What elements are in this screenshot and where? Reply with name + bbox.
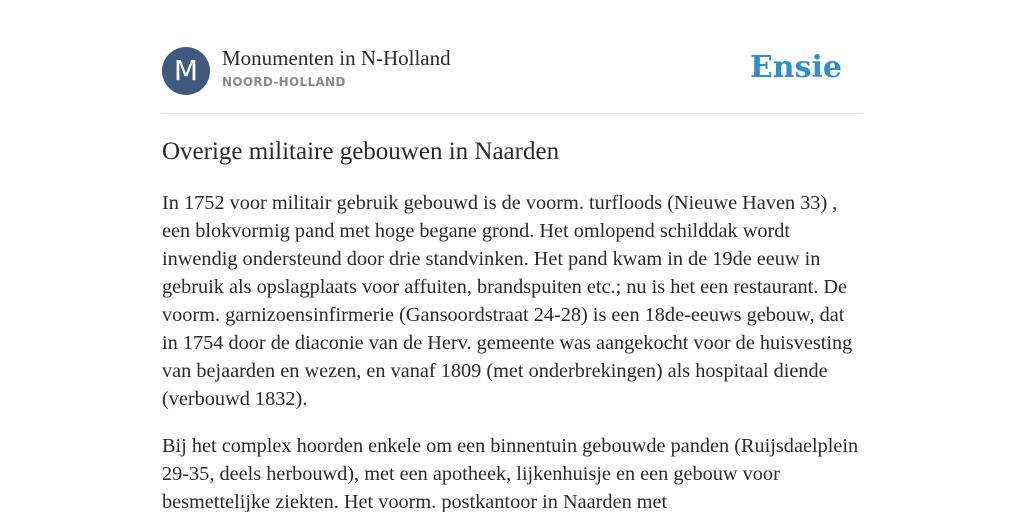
source-region-label: NOORD-HOLLAND bbox=[222, 75, 346, 89]
source-name-link[interactable]: Monumenten in N-Holland bbox=[222, 46, 451, 70]
article-body bbox=[162, 189, 862, 512]
header bbox=[162, 0, 862, 114]
article-paragraph-2: Bij het complex hoorden enkele om een binnentuin gebouwde panden (Ruijsdaelplein 29-35, deels herbouwd), met een apotheek, lijkenhuisje en een gebouw voor besmettelijke ziekten. Het voorm. postkantoor in Naarden met bbox=[162, 435, 859, 512]
page-title: Overige militaire gebouwen in Naarden bbox=[162, 138, 560, 165]
page bbox=[162, 0, 862, 512]
article-paragraph-1: In 1752 voor militair gebruik gebouwd is de voorm. turfloods (Nieuwe Haven 33) , een blokvormig pand met hoge begane grond. Het omlopend schilddak wordt inwendig ondersteund door drie standvinken. Het pand kwam in de 19de eeuw in gebruik als opslagplaats voor affuiten, brandspuiten etc.; nu is het een restaurant. De voorm. garnizoensinfirmerie (Gansoordstraat 24-28) is een 18de-eeuws gebouw, dat in 1754 door de diaconie van de Herv. gemeente was aangekocht voor de huisvesting van bejaarden en wezen, en vanaf 1809 (met onderbrekingen) als hospitaal diende (verbouwd 1832). bbox=[162, 192, 853, 410]
avatar[interactable]: M bbox=[162, 47, 210, 95]
ensie-logo-link[interactable]: Ensie bbox=[749, 50, 842, 85]
